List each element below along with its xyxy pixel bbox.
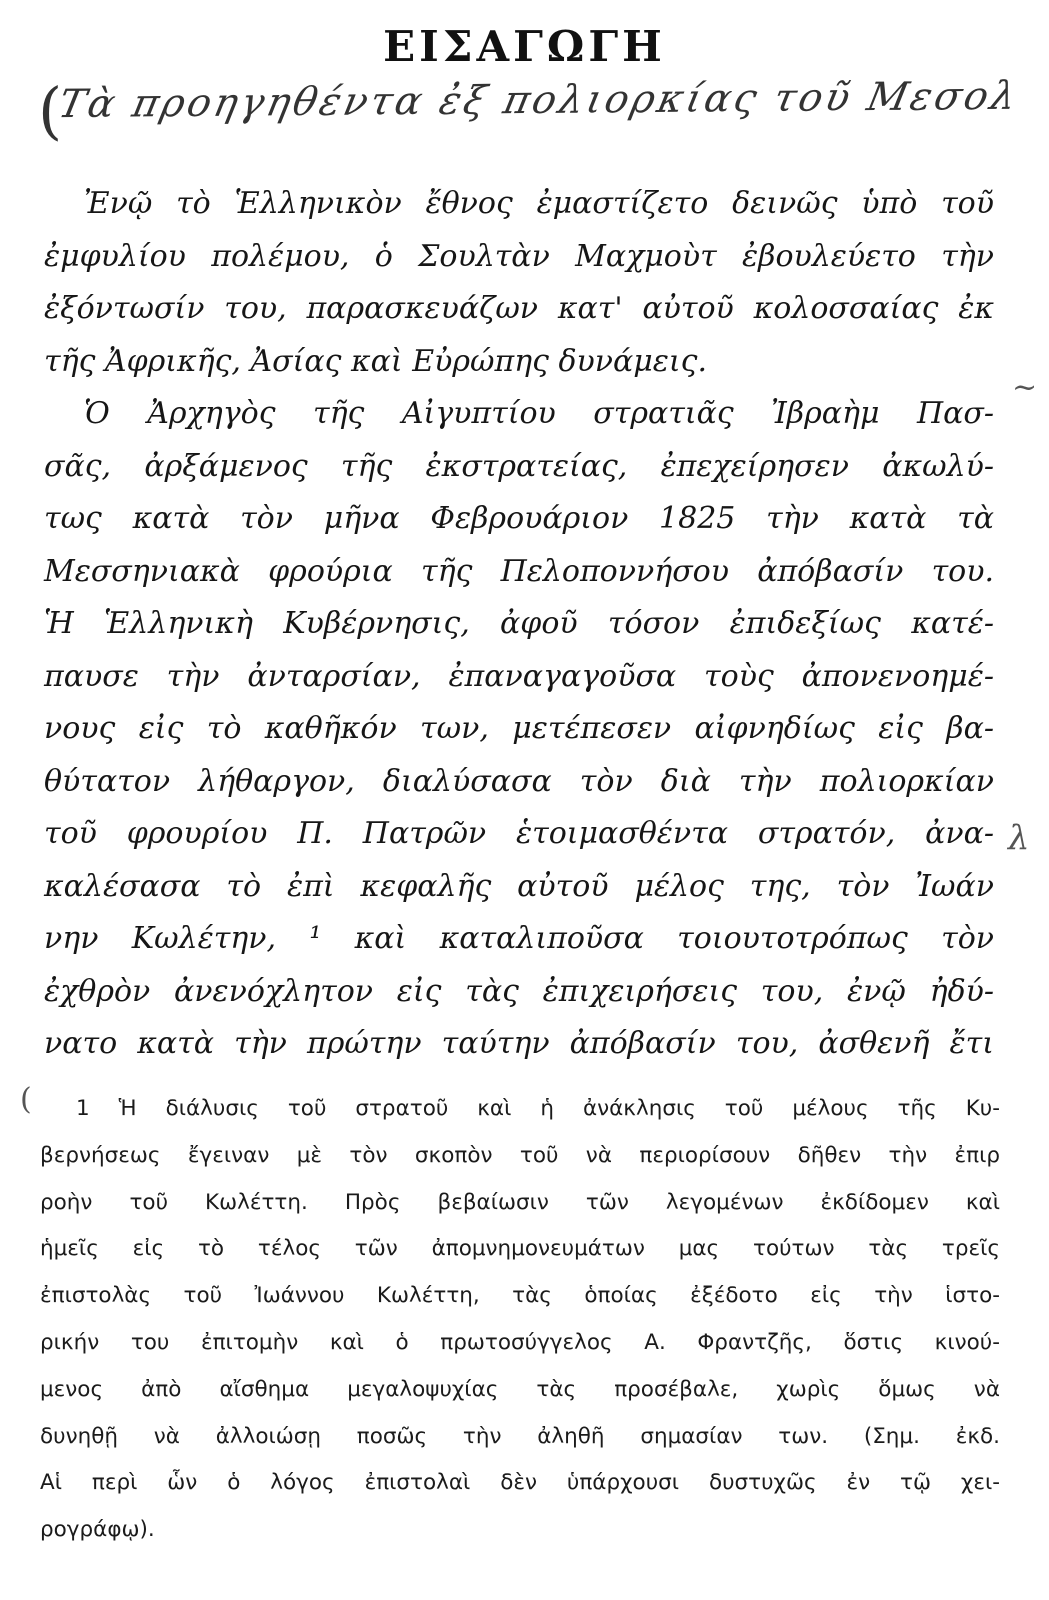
handwritten-annotation <box>38 73 1024 168</box>
footnote-line: ἐπιστολὰς τοῦ Ἰωάννου Κωλέττη, τὰς ὁποίας ἐξέδοτο εἰς τὴν ἱστο- <box>40 1283 1000 1309</box>
handwritten-note: Τὰ προηγηθέντα ἐξ πολιορκίας τοῦ Μεσολ <box>54 73 1024 128</box>
footnote-line: βερνήσεως ἔγειναν μὲ τὸν σκοπὸν τοῦ νὰ περιορίσουν δῆθεν τὴν ἐπιρ <box>40 1142 1000 1168</box>
margin-mark-icon: ~ <box>1012 370 1038 405</box>
text-line: νην Κωλέτην, ¹ καὶ καταλιποῦσα τοιουτοτρόπως τὸν <box>44 921 994 956</box>
page-title: ΕΙΣΑΓΩΓΗ <box>383 22 666 71</box>
footnote-line: ρικήν του ἐπιτομὴν καὶ ὁ πρωτοσύγγελος Α. Φραντζῆς, ὅστις κινού- <box>40 1329 1000 1355</box>
footnote-line: 1 Ἡ διάλυσις τοῦ στρατοῦ καὶ ἡ ἀνάκλησις τοῦ μέλους τῆς Κυ- <box>76 1096 1000 1121</box>
margin-bracket-icon: ( <box>20 1082 32 1117</box>
footnote-line: Αἱ περὶ ὧν ὁ λόγος ἐπιστολαὶ δὲν ὑπάρχουσι δυστυχῶς ἐν τῷ χει- <box>40 1470 1000 1496</box>
handwritten-bracket-icon: ( <box>38 74 63 147</box>
text-line: νατο κατὰ τὴν πρώτην ταύτην ἀπόβασίν του, ἀσθενῆ ἔτι <box>44 1026 994 1061</box>
main-text <box>44 178 994 1071</box>
text-line: καλέσασα τὸ ἐπὶ κεφαλῆς αὐτοῦ μέλος της, τὸν Ἰωάν <box>44 868 994 904</box>
footnote <box>40 1086 1000 1554</box>
text-line: ἐχθρὸν ἀνενόχλητον εἰς τὰς ἐπιχειρήσεις του, ἐνῷ ἠδύ- <box>44 973 994 1009</box>
text-line: σᾶς, ἀρξάμενος τῆς ἐκστρατείας, ἐπεχείρησεν ἀκωλύ- <box>44 448 994 484</box>
text-line: ἐμφυλίου πολέμου, ὁ Σουλτὰν Μαχμοὺτ ἐβουλεύετο τὴν <box>44 238 994 274</box>
text-line: τοῦ φρουρίου Π. Πατρῶν ἑτοιμασθέντα στρατόν, ἀνα- <box>44 816 994 851</box>
text-line: τῆς Ἀφρικῆς, Ἀσίας καὶ Εὐρώπης δυνάμεις. <box>44 343 707 379</box>
text-line: νους εἰς τὸ καθῆκόν των, μετέπεσεν αἰφνηδίως εἰς βα- <box>44 711 994 746</box>
margin-mark-icon: λ <box>1008 818 1030 858</box>
footnote-line: δυνηθῇ νὰ ἀλλοιώσῃ ποσῶς τὴν ἀληθῆ σημασίαν των. (Σημ. ἐκδ. <box>40 1423 1000 1449</box>
footnote-line: μενος ἀπὸ αἴσθημα μεγαλοψυχίας τὰς προσέβαλε, χωρὶς ὅμως νὰ <box>40 1376 1000 1402</box>
text-line: Ἡ Ἑλληνικὴ Κυβέρνησις, ἀφοῦ τόσον ἐπιδεξίως κατέ- <box>44 606 994 641</box>
text-line: ἐξόντωσίν του, παρασκευάζων κατ' αὐτοῦ κολοσσαίας ἐκ <box>44 291 994 326</box>
text-line: τως κατὰ τὸν μῆνα Φεβρουάριον 1825 τὴν κατὰ τὰ <box>44 501 994 536</box>
text-line: Ἐνῷ τὸ Ἑλληνικὸν ἔθνος ἐμαστίζετο δεινῶς ὑπὸ τοῦ <box>84 186 994 221</box>
text-line: παυσε τὴν ἀνταρσίαν, ἐπαναγαγοῦσα τοὺς ἀπονενοημέ- <box>44 658 994 694</box>
footnote-line: ρογράφῳ). <box>40 1517 155 1543</box>
text-line: Ὁ Ἀρχηγὸς τῆς Αἰγυπτίου στρατιᾶς Ἰβραὴμ Πασ- <box>84 396 994 431</box>
text-line: θύτατον λήθαργον, διαλύσασα τὸν διὰ τὴν πολιορκίαν <box>44 763 994 799</box>
text-line: Μεσσηνιακὰ φρούρια τῆς Πελοποννήσου ἀπόβασίν του. <box>44 553 994 589</box>
footnote-line: ἡμεῖς εἰς τὸ τέλος τῶν ἀπομνημονευμάτων μας τούτων τὰς τρεῖς <box>40 1236 1000 1262</box>
footnote-line: ροὴν τοῦ Κωλέττη. Πρὸς βεβαίωσιν τῶν λεγομένων ἐκδίδομεν καὶ <box>40 1189 1000 1215</box>
